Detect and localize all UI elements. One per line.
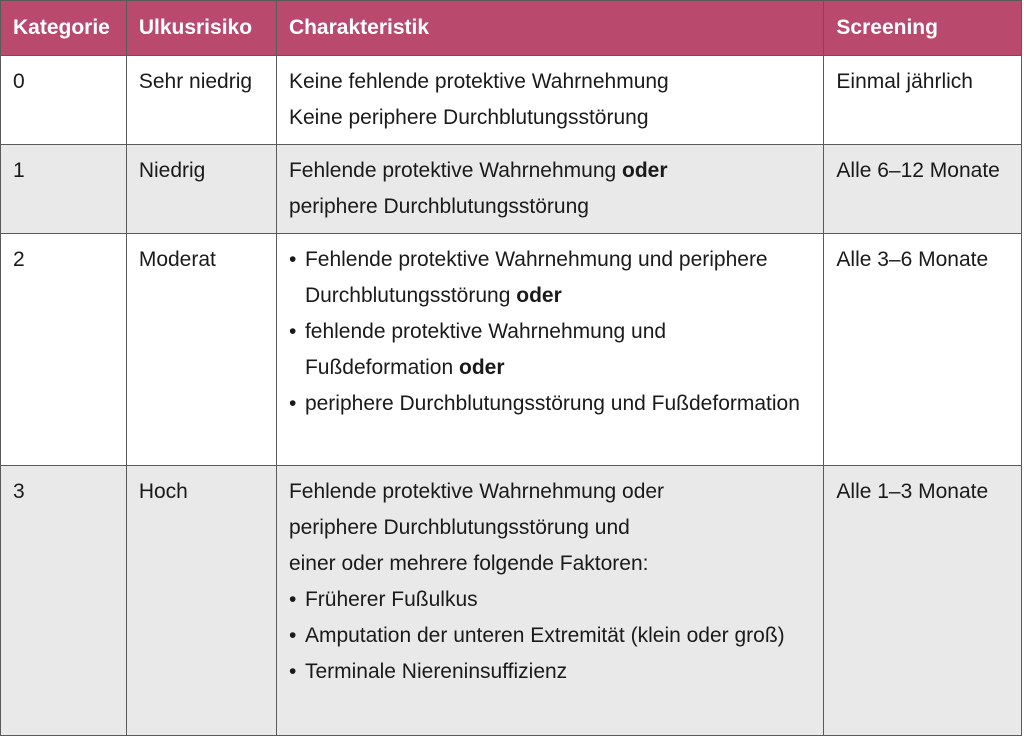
cell-screening: Alle 3–6 Monate — [824, 234, 1022, 466]
char-line: periphere Durchblutungsstörung — [288, 195, 589, 218]
header-kategorie: Kategorie — [1, 1, 127, 56]
cell-charakteristik — [276, 466, 823, 736]
char-text: Fehlende protektive Wahrnehmung — [288, 159, 617, 182]
header-charakteristik: Charakteristik — [276, 1, 823, 56]
cell-risiko: Niedrig — [126, 145, 276, 234]
cell-kategorie: 2 — [1, 234, 127, 466]
cell-charakteristik — [276, 234, 823, 466]
cell-charakteristik — [276, 145, 823, 234]
header-screening: Screening — [824, 1, 1022, 56]
bullet-bold-oder: oder — [516, 284, 562, 307]
cell-risiko: Moderat — [126, 234, 276, 466]
cell-kategorie: 3 — [1, 466, 127, 736]
char-line: Keine fehlende protektive Wahrnehmung — [288, 70, 669, 93]
table-row — [1, 466, 1022, 736]
table-row — [1, 145, 1022, 234]
char-line: Fehlende protektive Wahrnehmung oder — [288, 480, 665, 503]
table-row — [1, 234, 1022, 466]
bullet-text: fehlende protektive Wahrnehmung und Fußdeformation — [304, 320, 667, 379]
bullet-bold-oder: oder — [459, 356, 505, 379]
list-item: • Amputation der unteren Extremität (klein oder groß) — [289, 618, 811, 654]
char-line: Keine periphere Durchblutungsstörung — [288, 106, 649, 129]
bullet-list — [289, 582, 811, 690]
header-ulkusrisiko: Ulkusrisiko — [126, 1, 276, 56]
char-line: periphere Durchblutungsstörung und — [288, 516, 630, 539]
cell-screening: Alle 6–12 Monate — [824, 145, 1022, 234]
bullet-text: periphere Durchblutungsstörung und Fußdeformation — [304, 392, 800, 415]
char-line — [289, 153, 811, 189]
char-bold-oder: oder — [622, 159, 668, 182]
bullet-text: Fehlende protektive Wahrnehmung und periphere Durchblutungsstörung — [304, 248, 768, 307]
list-item — [289, 314, 811, 386]
cell-screening: Alle 1–3 Monate — [824, 466, 1022, 736]
list-item: • Terminale Niereninsuffizienz — [289, 654, 811, 690]
bullet-list — [289, 242, 811, 422]
list-item — [289, 242, 811, 314]
cell-charakteristik — [276, 56, 823, 145]
list-item — [289, 386, 811, 422]
cell-kategorie: 0 — [1, 56, 127, 145]
cell-risiko: Hoch — [126, 466, 276, 736]
table-header-row — [1, 1, 1022, 56]
char-line: einer oder mehrere folgende Faktoren: — [288, 552, 649, 575]
cell-risiko: Sehr niedrig — [126, 56, 276, 145]
table-row — [1, 56, 1022, 145]
cell-screening: Einmal jährlich — [824, 56, 1022, 145]
list-item: • Früherer Fußulkus — [289, 582, 811, 618]
cell-kategorie: 1 — [1, 145, 127, 234]
